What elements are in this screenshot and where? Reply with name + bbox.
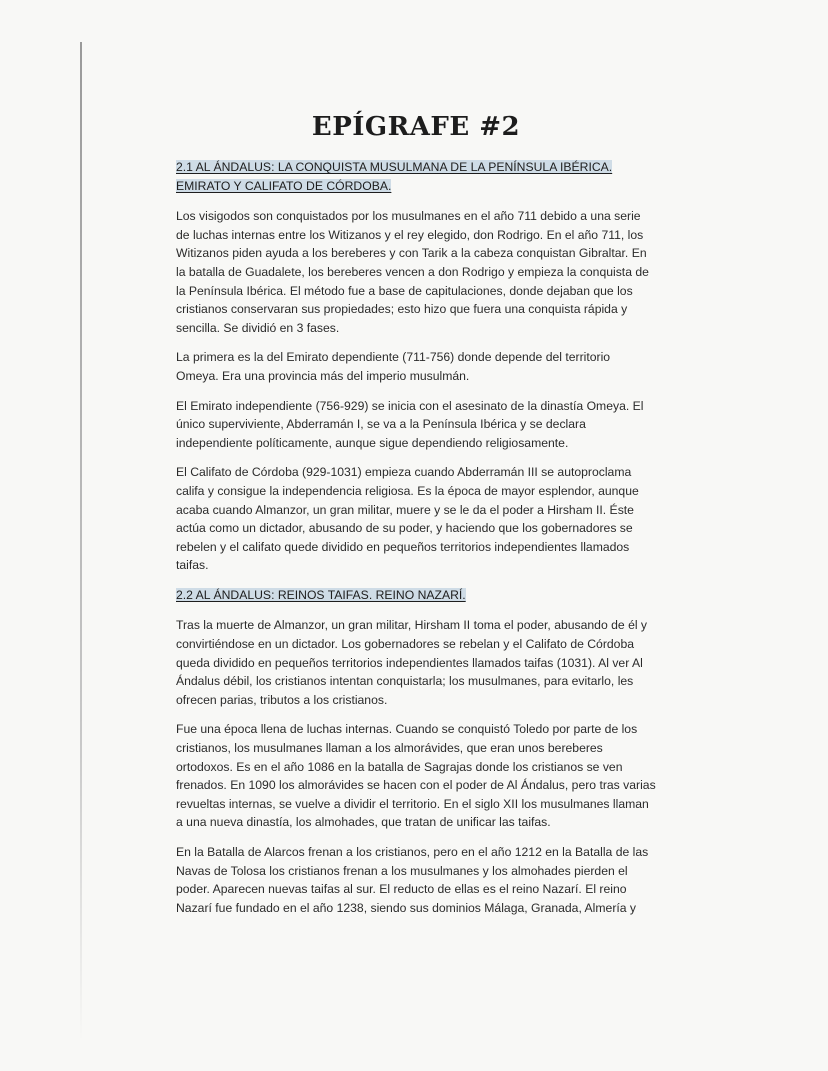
document-body xyxy=(176,110,656,928)
paragraph: Los visigodos son conquistados por los musulmanes en el año 711 debido a una serie de luchas internas entre los Witizanos y el rey elegido, don Rodrigo. En el año 711, los Witizanos piden ayuda a los bereberes y con Tarik a la cabeza conquistan Gibraltar. En la batalla de Guadalete, los bereberes vencen a don Rodrigo y empieza la conquista de la Península Ibérica. El método fue a base de capitulaciones, donde dejaban que los cristianos conservaran sus propiedades; esto hizo que fuera una conquista rápida y sencilla. Se dividió en 3 fases. xyxy=(176,209,649,335)
section-heading-text: 2.1 AL ÁNDALUS: LA CONQUISTA MUSULMANA DE LA PENÍNSULA IBÉRICA. EMIRATO Y CALIFATO DE CÓRDOBA. xyxy=(176,160,613,193)
paragraph: Tras la muerte de Almanzor, un gran militar, Hirsham II toma el poder, abusando de él y convirtiéndose en un dictador. Los gobernadores se rebelan y el Califato de Córdoba queda dividido en pequeños territorios independientes llamados taifas (1031). Al ver Al Ándalus débil, los cristianos intentan conquistarla; los musulmanes, para evitarlo, les ofrecen parias, tributos a los cristianos. xyxy=(176,618,648,707)
paragraph: El Califato de Córdoba (929-1031) empieza cuando Abderramán III se autoproclama califa y consigue la independencia religiosa. Es la época de mayor esplendor, aunque acaba cuando Almanzor, un gran militar, muere y se le da el poder a Hirsham II. Éste actúa como un dictador, abusando de su poder, y haciendo que los gobernadores se rebelen y el califato quede dividido en pequeños territorios independientes llamados taifas. xyxy=(176,465,639,573)
paragraph: Fue una época llena de luchas internas. Cuando se conquistó Toledo por parte de los cristianos, los musulmanes llaman a los almorávides, que eran unos bereberes ortodoxos. Es en el año 1086 en la batalla de Sagrajas donde los cristianos se ven frenados. En 1090 los almorávides se hacen con el poder de Al Ándalus, pero tras varias revueltas internas, se vuelve a dividir el territorio. En el siglo XII los musulmanes llaman a una nueva dinastía, los almohades, que tratan de unificar las taifas. xyxy=(176,722,656,830)
section-heading-2-2 xyxy=(176,586,656,605)
section-heading-text: 2.2 AL ÁNDALUS: REINOS TAIFAS. REINO NAZARÍ. xyxy=(176,587,466,602)
paragraph: El Emirato independiente (756-929) se inicia con el asesinato de la dinastía Omeya. El único superviviente, Abderramán I, se va a la Península Ibérica y se declara independiente políticamente, aunque sigue dependiendo religiosamente. xyxy=(176,398,644,450)
paragraph: En la Batalla de Alarcos frenan a los cristianos, pero en el año 1212 en la Batalla de las Navas de Tolosa los cristianos frenan a los musulmanes y los almohades pierden el poder. Aparecen nuevas taifas al sur. El reducto de ellas es el reino Nazarí. El reino Nazarí fue fundado en el año 1238, siendo sus dominios Málaga, Granada, Almería y xyxy=(176,845,649,915)
page-title: EPÍGRAFE #2 xyxy=(311,112,521,142)
section-heading-2-1 xyxy=(176,158,656,195)
margin-line xyxy=(80,42,82,1042)
paragraph: La primera es la del Emirato dependiente (711-756) donde depende del territorio Omeya. Era una provincia más del imperio musulmán. xyxy=(176,350,611,383)
